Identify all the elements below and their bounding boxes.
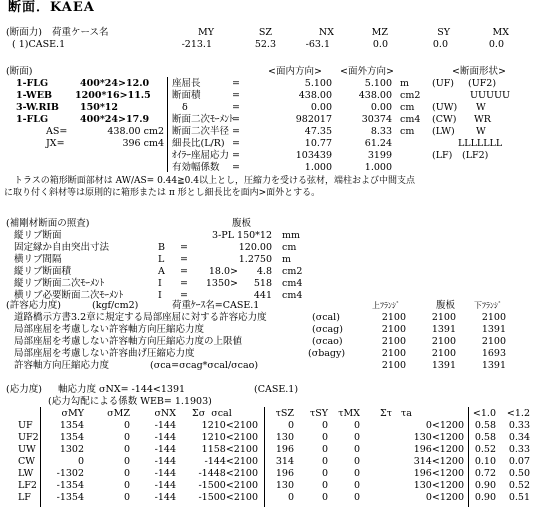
prop-out: 61.24 (364, 138, 392, 149)
prop-in: 10.77 (304, 138, 332, 149)
in-plane-heading: <面内方向> (268, 66, 322, 77)
stiffener-label: 横リブ必要断面二次ﾓｰﾒﾝﾄ (14, 290, 124, 301)
stress-cell: 1158<2100 (201, 444, 258, 455)
allowable-value: 2100 (431, 312, 456, 323)
stress-cell: -1500<2100 (198, 492, 258, 503)
allowable-value: 2100 (381, 360, 406, 371)
stress-col: τSY (309, 408, 328, 419)
stress-cell: 0.33 (508, 420, 530, 431)
allowable-value: 1391 (431, 324, 456, 335)
stiffener-value: 1.2750 (238, 254, 272, 265)
stress-cell: 0.90 (474, 480, 496, 491)
stiffener-label: 縦リブ断面積 (14, 266, 72, 277)
stiffener-symbol: B (158, 242, 165, 253)
stress-cell: 0 (321, 468, 328, 479)
stress-cell: 0 (123, 444, 130, 455)
stress-cell: 0.58 (474, 432, 496, 443)
prop-unit: cm2 (400, 90, 421, 101)
allowable-symbol: (σbagy) (308, 348, 346, 359)
prop-out: 438.00 (358, 90, 392, 101)
prop-out: 30374 (361, 114, 392, 125)
forces-value: 0.0 (432, 39, 448, 50)
allowable-value: 2100 (381, 324, 406, 335)
forces-value: -63.1 (305, 39, 330, 50)
stiffener-symbol: L (158, 254, 165, 265)
stress-cell: 130 (275, 480, 294, 491)
stress-position: UF2 (18, 432, 39, 443)
stiffener-symbol: I (158, 290, 162, 301)
stress-coef: (応力勾配による係数 WEB= 1.1903) (48, 396, 212, 407)
allowable-symbol: (σcao) (312, 336, 343, 347)
stress-cell: 0 (321, 456, 328, 467)
stress-cell: 0<1200 (425, 492, 464, 503)
stiffener-label: 横リブ間隔 (14, 254, 62, 265)
prop-eq: = (232, 150, 240, 161)
allowable-value: 2100 (481, 336, 506, 347)
prop-eq: = (232, 78, 240, 89)
stiffener-unit: cm2 (282, 266, 303, 277)
prop-label: 細長比(L/R) (172, 138, 225, 149)
stress-position: CW (18, 456, 36, 467)
stress-cell: -1302 (56, 468, 84, 479)
stress-cell: 314 (275, 456, 294, 467)
stiffener-symbol: A (158, 266, 165, 277)
stress-col: τMX (338, 408, 360, 419)
allowable-value: 2100 (381, 336, 406, 347)
stress-cell: 0 (353, 432, 360, 443)
stress-cell: 1302 (59, 444, 84, 455)
stress-cell: 0.52 (508, 480, 530, 491)
allowable-value: 1391 (431, 360, 456, 371)
shape-value: WR (474, 114, 491, 125)
stress-cell: 1210<2100 (201, 420, 258, 431)
prop-out: 5.100 (364, 78, 392, 89)
stress-cell: 0<1200 (425, 420, 464, 431)
stress-cell: 1210<2100 (201, 432, 258, 443)
allowable-value: 1693 (481, 348, 506, 359)
stiffener-unit: mm (282, 230, 301, 241)
prop-eq: = (232, 114, 240, 125)
stress-cell: 0 (123, 432, 130, 443)
stiffener-symbol: I (158, 278, 162, 289)
member-name: 1-WEB (16, 90, 52, 101)
stress-position: LF (18, 492, 31, 503)
stress-position: UF (18, 420, 33, 431)
stress-cell: 0.72 (474, 468, 496, 479)
prop-unit: cm (400, 102, 415, 113)
stress-cell: 196<1200 (413, 444, 464, 455)
stiffener-label: 固定縁か自由突出寸法 (14, 242, 110, 253)
stress-cell: 0 (353, 480, 360, 491)
stress-cell: -1354 (56, 480, 84, 491)
stress-cell: 314<1200 (413, 456, 464, 467)
stress-cell: 196<1200 (413, 468, 464, 479)
shape-value: W (476, 126, 486, 137)
stress-heading: (応力度) (6, 384, 42, 395)
stiffener-label: 縦リブ断面二次ﾓｰﾒﾝﾄ (14, 278, 105, 289)
as-value: 438.00 cm2 (107, 126, 164, 137)
stress-cell: 0 (321, 432, 328, 443)
allowable-value: 2100 (381, 312, 406, 323)
stress-cell: 0 (287, 420, 294, 431)
allowable-symbol: (σcal) (312, 312, 340, 323)
stiffener-eq: = (180, 266, 188, 277)
section-heading: (断面) (6, 66, 33, 77)
allowable-label: 局部座屈を考慮しない許容軸方向圧縮応力度 (14, 324, 205, 335)
stress-cell: 0 (353, 492, 360, 503)
forces-col: SY (437, 27, 450, 38)
allowable-value: 2100 (381, 348, 406, 359)
stress-cell: 130 (275, 432, 294, 443)
stress-cell: 0 (321, 420, 328, 431)
allowable-label: 局部座屈を考慮しない許容曲げ圧縮応力度 (14, 348, 195, 359)
section-note: に取り付く斜材等は原則的に箱形または π 形とし細長比を面内>面外とする。 (4, 188, 321, 198)
prop-out: 1.000 (364, 162, 392, 173)
allowable-label: 局部座屈を考慮しない許容軸方向圧縮応力度の上限値 (14, 336, 243, 347)
forces-value: -213.1 (181, 39, 212, 50)
forces-heading: (断面力) (6, 27, 42, 38)
allowable-value: 1391 (481, 324, 506, 335)
stress-col: σMZ (107, 408, 130, 419)
props-left-rule (167, 77, 168, 172)
prop-in: 47.35 (304, 126, 332, 137)
stress-cell: 0 (321, 492, 328, 503)
page-title: 断面．KAEA (8, 0, 95, 15)
stress-cell: 0 (123, 480, 130, 491)
prop-eq: = (232, 138, 240, 149)
prop-eq: = (232, 102, 240, 113)
stiffener-value: 120.00 (238, 242, 272, 253)
stress-col: <1.0 (472, 408, 496, 419)
stress-col: σNX (154, 408, 176, 419)
member-dim: 400*24>17.9 (80, 114, 150, 125)
allowable-unit: (kgf/cm2) (92, 300, 139, 311)
stress-cell: -144 (154, 420, 176, 431)
stress-cell: 0.50 (508, 468, 530, 479)
stress-cell: -144<2100 (204, 456, 258, 467)
stress-cell: 0.51 (508, 492, 530, 503)
prop-out: 0.00 (370, 102, 392, 113)
forces-value: 52.3 (254, 39, 276, 50)
prop-label: 有効幅係数 (172, 162, 220, 173)
prop-eq: = (232, 162, 240, 173)
stress-col: τSZ (275, 408, 294, 419)
allowable-label: 道路橋示方書3.2章に規定する局部座屈に対する許容応力度 (14, 312, 267, 323)
stress-cell: 0.52 (474, 444, 496, 455)
shape-value: W (476, 102, 486, 113)
prop-unit: cm4 (400, 114, 421, 125)
prop-in: 5.100 (304, 78, 332, 89)
stress-cell: -144 (154, 456, 176, 467)
shape-key: (UF) (432, 78, 455, 89)
stress-cell: 0 (77, 456, 84, 467)
section-note: トラスの箱形断面部材は AW/AS= 0.44≧0.4以上とし，圧縮力を受ける弦材，端柱および中間支点 (14, 176, 415, 186)
forces-col: MZ (371, 27, 388, 38)
prop-in: 103439 (295, 150, 332, 161)
stress-position: LF2 (18, 480, 37, 491)
stiffener-value: 518 (253, 278, 272, 289)
allowable-col: 下ﾌﾗﾝｼﾞ (474, 301, 502, 310)
shape-key: (CW) (432, 114, 457, 125)
stress-cell: 0.34 (508, 432, 530, 443)
shape-key: (UW) (432, 102, 458, 113)
stress-col: σMY (61, 408, 84, 419)
allowable-symbol: (σcag) (312, 324, 343, 335)
prop-eq: = (232, 126, 240, 137)
shape-key: (LW) (432, 126, 455, 137)
prop-out: 3199 (367, 150, 392, 161)
stress-cell: -144 (154, 432, 176, 443)
shape-value: (UF2) (468, 78, 497, 89)
allowable-value: 2100 (431, 336, 456, 347)
member-name: 1-FLG (16, 114, 49, 125)
stress-cell: -1500<2100 (198, 480, 258, 491)
prop-out: 8.33 (370, 126, 392, 137)
prop-label: 断面二次半径 (172, 126, 230, 137)
stress-cell: 0.58 (474, 420, 496, 431)
prop-in: 438.00 (298, 90, 332, 101)
stress-cell: -144 (154, 468, 176, 479)
prop-in: 982017 (295, 114, 332, 125)
stress-col: Σσ σcal (192, 408, 232, 419)
stress-cell: 0.10 (474, 456, 496, 467)
stress-cell: 0 (353, 444, 360, 455)
stress-cell: 0 (287, 492, 294, 503)
stress-cell: 0 (123, 420, 130, 431)
stiffener-eq: = (180, 290, 188, 301)
stress-cell: 130<1200 (413, 432, 464, 443)
stress-cell: 0 (321, 444, 328, 455)
forces-col: NX (318, 27, 334, 38)
stress-cell: 196 (275, 468, 294, 479)
stiffener-eq: = (180, 254, 188, 265)
member-dim: 400*24>12.0 (80, 78, 150, 89)
prop-label: 断面二次ﾓｰﾒﾝﾄ (172, 114, 234, 125)
stress-cell: -1448<2100 (198, 468, 258, 479)
prop-label: δ (182, 102, 188, 113)
stress-cell: 130<1200 (413, 480, 464, 491)
stiffener-unit: m (282, 254, 292, 265)
forces-value: 0.0 (488, 39, 504, 50)
stress-cell: 0.90 (474, 492, 496, 503)
stress-cell: -144 (154, 444, 176, 455)
shape-heading: <断面形状> (452, 66, 506, 77)
stiffener-unit: cm4 (282, 290, 303, 301)
stress-cell: 1354 (59, 420, 84, 431)
shape-value: (LF2) (462, 150, 489, 161)
stress-cell: -144 (154, 492, 176, 503)
allowable-heading: (許容応力度) (6, 300, 61, 311)
stress-case: (CASE.1) (254, 384, 299, 395)
prop-in: 1.000 (304, 162, 332, 173)
prop-label: ｵｲﾗｰ座屈応力 (172, 150, 230, 161)
stiffener-required: 18.0> (208, 266, 238, 277)
as-label: AS= (46, 126, 68, 137)
allowable-value: 2100 (481, 312, 506, 323)
member-name: 3-W.RIB (16, 102, 59, 113)
stiffener-value: 441 (253, 290, 272, 301)
stress-col: <1.2 (506, 408, 530, 419)
stress-cell: 1354 (59, 432, 84, 443)
stress-cell: 0 (123, 456, 130, 467)
stress-cell: 196 (275, 444, 294, 455)
forces-col: MX (492, 27, 509, 38)
shape-value: UUUUU (470, 90, 511, 101)
stress-cell: 0 (353, 468, 360, 479)
prop-label: 断面積 (172, 90, 201, 101)
stress-cell: 0 (123, 468, 130, 479)
stiffener-unit: cm (282, 242, 297, 253)
member-name: 1-FLG (16, 78, 49, 89)
member-dim: 1200*16>11.5 (75, 90, 151, 101)
forces-case: ( 1)CASE.1 (12, 39, 66, 50)
jx-label: JX= (46, 138, 65, 149)
stiffener-eq: = (180, 242, 188, 253)
member-dim: 150*12 (80, 102, 119, 113)
prop-label: 座屈長 (172, 78, 201, 89)
stress-cell: 0.33 (508, 444, 530, 455)
stress-cell: 0 (353, 456, 360, 467)
allowable-col: 上ﾌﾗﾝｼﾞ (372, 301, 400, 310)
allowable-symbol: (σca=σcag*σcal/σcao) (150, 360, 259, 371)
prop-unit: m (400, 78, 410, 89)
stiffener-heading: (補剛材断面の照査) (6, 218, 90, 229)
stiffener-col: 腹板 (232, 218, 252, 229)
stiffener-unit: cm4 (282, 278, 303, 289)
stress-cell: -1354 (56, 492, 84, 503)
forces-col: SZ (258, 27, 272, 38)
stress-cell: 0.07 (508, 456, 530, 467)
prop-eq: = (232, 90, 240, 101)
allowable-value: 2100 (431, 348, 456, 359)
stiffener-value: 4.8 (256, 266, 272, 277)
shape-key: (LF) (432, 150, 453, 161)
stress-position: LW (18, 468, 34, 479)
forces-value: 0.0 (372, 39, 388, 50)
allowable-value: 1391 (481, 360, 506, 371)
prop-in: 0.00 (310, 102, 332, 113)
allowable-col: 腹板 (436, 300, 456, 311)
jx-value: 396 cm4 (122, 138, 164, 149)
stress-cell: -144 (154, 480, 176, 491)
stiffener-label: 縦リブ断面 (14, 230, 62, 241)
out-plane-heading: <面外方向> (340, 66, 394, 77)
forces-case-label: 荷重ケース名 (52, 27, 109, 38)
stress-axial: 軸応力度 σNX= -144<1391 (58, 384, 186, 395)
stiffener-required: 1350> (205, 278, 238, 289)
stress-position: UW (18, 444, 36, 455)
stress-cell: 0 (353, 420, 360, 431)
prop-unit: cm (400, 126, 415, 137)
shape-value: LLLLLLL (458, 138, 503, 149)
stress-cell: 0 (123, 492, 130, 503)
stiffener-value: 3-PL 150*12 (212, 230, 272, 241)
allowable-label: 許容軸方向圧縮応力度 (14, 360, 110, 371)
stress-col: Στ τa (380, 408, 412, 419)
forces-col: MY (198, 27, 214, 38)
stress-cell: 0 (321, 480, 328, 491)
allowable-case: 荷重ｹｰｽ名=CASE.1 (172, 300, 260, 311)
stiffener-eq: = (180, 278, 188, 289)
